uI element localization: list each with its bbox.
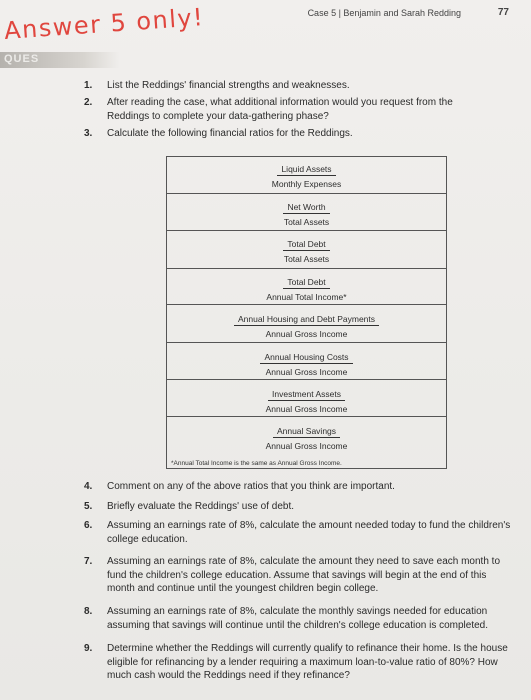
question-number: 8.: [84, 606, 93, 617]
question-text: After reading the case, what additional information would you request from the Reddings to complete your data-gathering phase?: [107, 97, 453, 122]
ratio-table: [166, 156, 447, 469]
handwritten-note: Answer 5 only!: [3, 3, 206, 45]
running-header: Case 5 | Benjamin and Sarah Redding: [307, 8, 461, 18]
ratio-numerator: Liquid Assets: [277, 164, 335, 176]
question-text: Assuming an earnings rate of 8%, calculate the amount they need to save each month to fund the children's college education. Assume that savings will begin at the end of this month and continue until the youngest children begin college.: [107, 556, 501, 594]
question-number: 9.: [84, 643, 93, 654]
ratio-numerator: Total Debt: [283, 239, 329, 251]
question-text: Comment on any of the above ratios that you think are important.: [107, 481, 395, 492]
ratio-denominator: Annual Gross Income: [265, 367, 348, 377]
ratio-row: [167, 417, 446, 457]
ratio-row: [167, 194, 446, 231]
ratio-denominator: Total Assets: [283, 254, 330, 264]
section-band-label: QUES: [4, 53, 40, 65]
ratio-row: [167, 380, 446, 417]
ratio-numerator: Annual Savings: [273, 426, 340, 438]
ratio-denominator: Total Assets: [283, 217, 330, 227]
question-text: Assuming an earnings rate of 8%, calculate the monthly savings needed for education assuming that savings will continue until the children's college education is completed.: [107, 606, 489, 631]
ratio-denominator: Annual Gross Income: [265, 329, 348, 339]
ratio-row: [167, 305, 446, 343]
question-text: Determine whether the Reddings will currently qualify to refinance their home. Is the house eligible for refinancing by a lender requiring a maximum loan-to-value ratio of 80%? How much cash would the Reddings need if they refinance?: [107, 643, 508, 681]
ratio-denominator: Annual Total Income*: [266, 292, 347, 302]
question-number: 7.: [84, 556, 93, 567]
ratio-denominator: Annual Gross Income: [265, 441, 348, 451]
ratio-row: [167, 231, 446, 269]
table-footnote: *Annual Total Income is the same as Annual Gross Income.: [171, 460, 342, 467]
question-number: 5.: [84, 501, 93, 512]
ratio-numerator: Annual Housing and Debt Payments: [234, 314, 379, 326]
ratio-numerator: Net Worth: [283, 202, 329, 214]
ratio-row: [167, 157, 446, 194]
question-number: 6.: [84, 520, 93, 531]
ratio-row: [167, 269, 446, 305]
question-text: Briefly evaluate the Reddings' use of debt.: [107, 501, 295, 512]
question-text: Assuming an earnings rate of 8%, calculate the amount needed today to fund the children's college education.: [107, 520, 511, 545]
page-number: 77: [497, 7, 509, 18]
question-number: 3.: [84, 128, 93, 139]
ratio-denominator: Monthly Expenses: [271, 179, 342, 189]
ratio-numerator: Investment Assets: [268, 389, 345, 401]
ratio-row: [167, 343, 446, 380]
question-text: Calculate the following financial ratios for the Reddings.: [107, 128, 353, 139]
question-number: 1.: [84, 80, 93, 91]
ratio-denominator: Annual Gross Income: [265, 404, 348, 414]
question-text: List the Reddings' financial strengths and weaknesses.: [107, 80, 350, 91]
section-band: [0, 52, 120, 68]
ratio-numerator: Total Debt: [283, 277, 329, 289]
question-number: 4.: [84, 481, 93, 492]
ratio-numerator: Annual Housing Costs: [260, 352, 352, 364]
question-number: 2.: [84, 97, 93, 108]
